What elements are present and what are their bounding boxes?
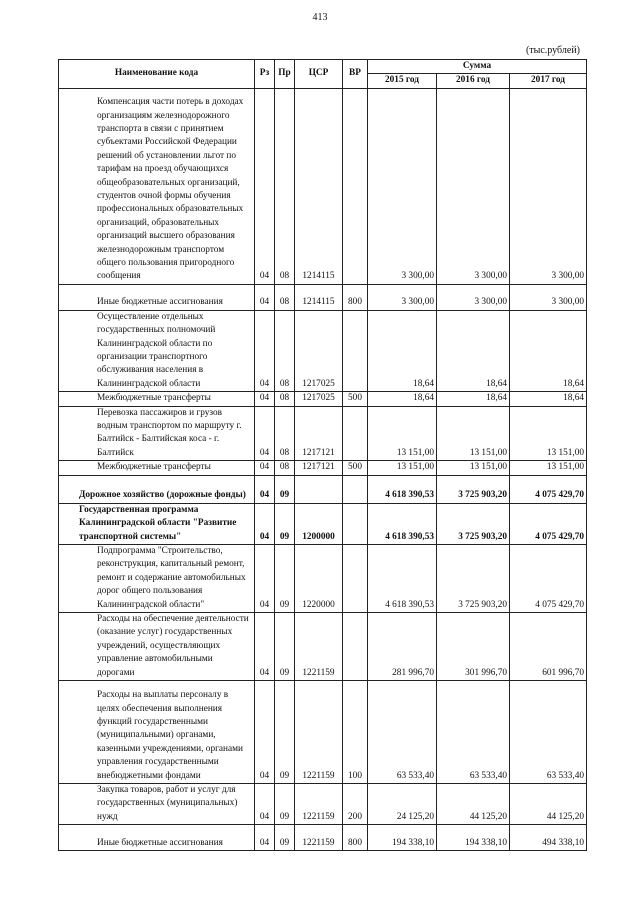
row-value-2015: 3 300,00 [368,284,437,310]
row-vr: 500 [343,392,368,406]
row-csr: 1217121 [295,406,343,461]
header-vr: ВР [343,60,368,89]
row-value-2016: 3 725 903,20 [437,503,510,544]
row-pr: 09 [275,544,295,612]
row-value-2015: 18,64 [368,310,437,391]
row-value-2016: 301 996,70 [437,612,510,680]
row-value-2015: 4 618 390,53 [368,503,437,544]
header-2017: 2017 год [510,74,587,88]
row-value-2016: 18,64 [437,310,510,391]
row-pr: 08 [275,406,295,461]
row-rz: 04 [255,825,275,851]
row-name: Дорожное хозяйство (дорожные фонды) [59,475,255,503]
row-pr: 09 [275,680,295,783]
row-value-2016: 13 151,00 [437,406,510,461]
row-csr: 1214115 [295,88,343,284]
row-csr: 1220000 [295,544,343,612]
row-rz: 04 [255,284,275,310]
row-vr: 500 [343,461,368,475]
row-pr: 09 [275,503,295,544]
row-vr [343,406,368,461]
row-pr: 09 [275,783,295,824]
row-value-2017: 494 338,10 [510,825,587,851]
row-pr: 08 [275,284,295,310]
header-name: Наименование кода [59,60,255,89]
row-value-2017: 601 996,70 [510,612,587,680]
row-value-2017: 18,64 [510,392,587,406]
table-row [59,475,587,503]
header-rz: Рз [255,60,275,89]
page-number: 413 [312,12,328,23]
table-row [59,461,587,475]
row-csr [295,475,343,503]
row-rz: 04 [255,461,275,475]
row-vr [343,503,368,544]
row-pr: 08 [275,392,295,406]
row-csr: 1221159 [295,783,343,824]
row-value-2017: 13 151,00 [510,461,587,475]
row-name: Закупка товаров, работ и услуг для государственных (муниципальных) нужд [59,783,255,824]
row-value-2016: 44 125,20 [437,783,510,824]
unit-label: (тыс.рублей) [525,45,580,56]
row-value-2015: 24 125,20 [368,783,437,824]
header-csr: ЦСР [295,60,343,89]
row-csr: 1221159 [295,612,343,680]
table-row [59,825,587,851]
table-row [59,680,587,783]
row-value-2016: 194 338,10 [437,825,510,851]
row-rz: 04 [255,475,275,503]
row-value-2016: 3 300,00 [437,284,510,310]
row-value-2015: 194 338,10 [368,825,437,851]
header-sum: Сумма [368,60,587,74]
row-name: Иные бюджетные ассигнования [59,825,255,851]
row-name: Осуществление отдельных государственных полномочий Калининградской области по организации транспортного обслуживания населения в Калининградской области [59,310,255,391]
row-pr: 08 [275,310,295,391]
row-value-2017: 18,64 [510,310,587,391]
row-value-2015: 4 618 390,53 [368,544,437,612]
row-value-2017: 3 300,00 [510,88,587,284]
table-row [59,310,587,391]
row-pr: 09 [275,612,295,680]
row-csr: 1221159 [295,825,343,851]
row-value-2015: 13 151,00 [368,406,437,461]
row-value-2017: 4 075 429,70 [510,544,587,612]
table-row [59,392,587,406]
row-value-2017: 44 125,20 [510,783,587,824]
row-name: Расходы на обеспечение деятельности (оказание услуг) государственных учреждений, осуществляющих управление автомобильными дорогами [59,612,255,680]
row-name: Подпрограмма "Строительство, реконструкция, капитальный ремонт, ремонт и содержание автомобильных дорог общего пользования Калининградской области" [59,544,255,612]
row-rz: 04 [255,544,275,612]
row-value-2017: 4 075 429,70 [510,475,587,503]
row-rz: 04 [255,680,275,783]
header-2015: 2015 год [368,74,437,88]
row-csr: 1214115 [295,284,343,310]
row-name: Компенсация части потерь в доходах организациям железнодорожного транспорта в связи с принятием субъектами Российской Федерации решений об установлении льгот по тарифам на проезд обучающихся общеобразовательных организаций, студентов очной формы обучения профессиональных образовательных организаций, образовательных организаций высшего образования железнодорожным транспортом общего пользования пригородного сообщения [59,88,255,284]
table-row [59,612,587,680]
row-value-2015: 13 151,00 [368,461,437,475]
row-value-2017: 4 075 429,70 [510,503,587,544]
row-value-2015: 63 533,40 [368,680,437,783]
row-csr: 1221159 [295,680,343,783]
row-vr [343,88,368,284]
row-rz: 04 [255,406,275,461]
row-pr: 08 [275,88,295,284]
table-row [59,503,587,544]
row-rz: 04 [255,612,275,680]
row-vr [343,544,368,612]
row-value-2017: 3 300,00 [510,284,587,310]
row-rz: 04 [255,783,275,824]
header-pr: Пр [275,60,295,89]
row-vr [343,310,368,391]
row-rz: 04 [255,503,275,544]
budget-table [58,59,587,851]
row-name: Расходы на выплаты персоналу в целях обеспечения выполнения функций государственными (муниципальными) органами, казенными учреждениями, органами управления государственными внебюджетными фондами [59,680,255,783]
row-value-2015: 4 618 390,53 [368,475,437,503]
row-rz: 04 [255,88,275,284]
row-pr: 08 [275,461,295,475]
row-vr [343,475,368,503]
row-name: Межбюджетные трансферты [59,392,255,406]
row-rz: 04 [255,310,275,391]
row-csr: 1217025 [295,392,343,406]
row-name: Перевозка пассажиров и грузов водным транспортом по маршруту г. Балтийск - Балтийская коса - г. Балтийск [59,406,255,461]
row-value-2017: 63 533,40 [510,680,587,783]
row-vr: 800 [343,825,368,851]
row-value-2017: 13 151,00 [510,406,587,461]
row-value-2016: 3 725 903,20 [437,544,510,612]
row-vr: 100 [343,680,368,783]
row-name: Иные бюджетные ассигнования [59,284,255,310]
row-csr: 1217121 [295,461,343,475]
row-name: Межбюджетные трансферты [59,461,255,475]
row-value-2016: 18,64 [437,392,510,406]
header-row [59,60,587,74]
row-value-2016: 13 151,00 [437,461,510,475]
row-pr: 09 [275,475,295,503]
header-2016: 2016 год [437,74,510,88]
row-pr: 09 [275,825,295,851]
row-vr: 200 [343,783,368,824]
table-row [59,284,587,310]
row-value-2016: 63 533,40 [437,680,510,783]
row-value-2015: 281 996,70 [368,612,437,680]
row-rz: 04 [255,392,275,406]
row-value-2016: 3 725 903,20 [437,475,510,503]
table-row [59,783,587,824]
row-vr [343,612,368,680]
row-name: Государственная программа Калининградской области "Развитие транспортной системы" [59,503,255,544]
row-value-2015: 3 300,00 [368,88,437,284]
row-value-2015: 18,64 [368,392,437,406]
row-vr: 800 [343,284,368,310]
table-row [59,544,587,612]
table-row [59,406,587,461]
table-row [59,88,587,284]
row-csr: 1200000 [295,503,343,544]
row-csr: 1217025 [295,310,343,391]
row-value-2016: 3 300,00 [437,88,510,284]
